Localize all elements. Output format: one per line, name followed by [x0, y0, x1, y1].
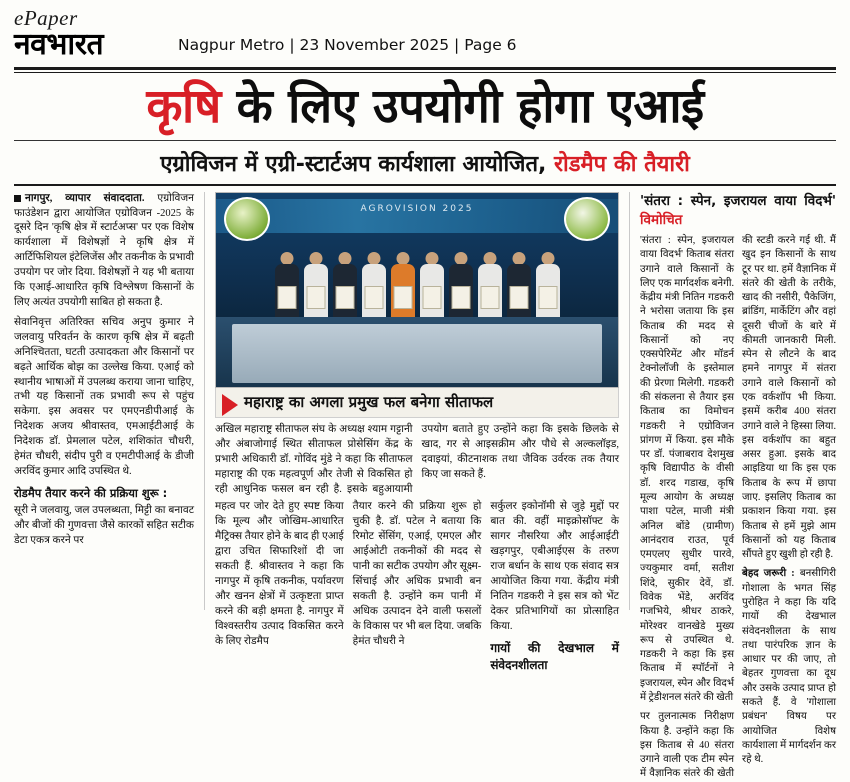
headline-black-part: के लिए उपयोगी होगा एआई	[220, 79, 704, 134]
masthead-rule-thin	[14, 72, 836, 73]
paragraph: तैयार करने की प्रक्रिया शुरू हो चुकी है. डॉ. पटेल ने बताया कि रिमोट सेंसिंग, एआई, एमएल और आईओटी तकनीकों की मदद से पानी का सटीक उपयोग और सूक्ष्म-सिंचाई और अधिक प्रभावी बन सकती है. उन्होंने कम पानी में अधिक उत्पादन देने वाली फसलों के विकास पर भी बल दिया. जबकि हेमंत चौधरी ने	[352, 501, 482, 647]
paragraph: सर्कुलर इकोनॉमी से जुड़े मुद्दों पर बात की. वहीं माइक्रोसॉफ्ट के सागर नौसरिया और आईआईटी खड़गपुर, एबीआईएस के तरुण राज बर्धान के साथ एक संवाद सत्र आयोजित किया गया. केंद्रीय मंत्री नितिन गडकरी ने इस सत्र को भेंट देकर प्रतिभागियों का प्रोत्साहित किया.	[490, 501, 619, 632]
lead-paragraph	[14, 192, 194, 311]
edition-line: Nagpur Metro | 23 November 2025 | Page 6	[178, 36, 517, 54]
subheadline-black-part: एग्रोविजन में एग्री-स्टार्टअप कार्यशाला आयोजित,	[160, 151, 555, 177]
photo-table-cloth	[232, 324, 602, 382]
sidebar-headline-black: 'संतरा : स्पेन, इजरायल वाया विदर्भ'	[640, 192, 836, 209]
lead-text: एग्रोविजन फाउंडेशन द्वारा आयोजित एग्रोविजन -2025 के दूसरे दिन 'कृषि क्षेत्र में स्टार्टअप्स' पर एक विशेष कार्यशाला में विशेषज्ञों ने कृषि क्षेत्र में आर्टिफिशियल इंटेलिजेंस और तकनीक के प्रभावी उपयोग पर जोर दिया. विशेषज्ञों ने यह भी बताया कि एआई-आधारित कृषि विश्लेषण किसानों के लिए अत्यंत उपयोगी साबित हो सकता है.	[14, 192, 195, 308]
photo-caption-title: महाराष्ट्र का अगला प्रमुख फल बनेगा सीताफल	[244, 392, 494, 411]
publication-title: नवभारत	[14, 27, 104, 62]
column-divider	[629, 192, 630, 610]
headline-rule	[14, 140, 836, 141]
arrow-icon	[222, 394, 238, 416]
sidebar-last-text: बनसीगिरी गोशाला के भगत सिंह पुरोहित ने कहा कि यदि गायों की देखभाल संवेदनशीलता के साथ तथा पारंपरिक ज्ञान के आधार पर की जाए, तो बेहतर गुणवत्ता का दूध और उसके उत्पाद प्राप्त हो सकते हैं. वे 'गोशाला प्रबंधन' विषय पर आयोजित विशेष कार्यशाला में मार्गदर्शन कर रहे थे.	[742, 568, 836, 766]
middle-three-col	[215, 500, 619, 673]
photo-people-row	[216, 239, 618, 328]
paragraph: सेवानिवृत्त अतिरिक्त सचिव अनुप कुमार ने जलवायु परिवर्तन के कारण कृषि क्षेत्र में बढ़ती अनिश्चितता, घटती उत्पादकता और किसानों पर बढ़ते आर्थिक बोझ का उल्लेख किया. एआई को स्थानीय भाषाओं में उपलब्ध कराया जाना चाहिए, तभी यह किसानों तक प्रभावी रूप से पहुंच सकेगा. इस अवसर पर एमएनडीपीआई के निदेशक अजय श्रीवास्तव, एमआईटीआई के निदेशक डॉ. प्रेमलाल पटेल, शशिकांत चौधरी, हेमंत चौधरी, संदीप पुरी व एमटीपीआई के डीजी अरविंद कुमार आदि उपस्थित थे.	[14, 316, 194, 477]
column-right	[640, 192, 836, 780]
headline-red-part: कृषि	[146, 79, 221, 134]
paragraph: पर तुलनात्मक निरीक्षण किया है. उन्होंने कहा कि इस किताब से 40 संतरा उगाने वाली एक टीम स्पेन में वैज्ञानिक संतरे की खेती की स्टडी करने गई थी. मैं खुद इन किसानों के साथ टूर पर था. हमें वैज्ञानिक में संतरे की खेती के तरीके, खाद की नसीरी, पैकेजिंग, ब्रांडिंग, मार्केटिंग और वहां दूसरी चीजों के बारे में कीमती जानकारी मिली. स्पेन से लौटने के बाद हमने नागपुर में संतरा उगाने वाले किसानों को एक वर्कशॉप भी किया. इसमें करीब 400 संतरा उगाने वाले ने हिस्सा लिया. इस वर्कशॉप का बहुत असर हुआ. इसके बाद आइडिया था कि इस एक किताब के रूप में छापा जाए. इसलिए किताब का प्रकाशन किया गया. इस किताब से हमें मुझे आम किसानों को यह किताब सौंपते हुए खुशी हो रही है.	[640, 234, 836, 780]
kicker-label: रोडमैप तैयार करने की प्रक्रिया शुरू :	[14, 485, 168, 500]
photo-banner-text: AGROVISION 2025	[360, 203, 474, 214]
paragraph: 'संतरा : स्पेन, इजरायल वाया विदर्भ' किताब संतरा उगाने वाले किसानों के लिए एक मार्गदर्शक बनेगी. केंद्रीय मंत्री नितिन गडकरी ने भरोसा जताया कि इस किताब की मदद से किसानों को नए एक्सपेरिमेंट और मॉडर्न टेक्नोलॉजी के इस्तेमाल की प्रेरणा मिलेगी. गडकरी की संकलना से तैयार इस किताब का विमोचन गडकरी ने एग्रोविजन प्रांगण में किया. इस मौके पर डॉ. पंजाबराव देशमुख कृषि विद्यापीठ के वीसी डॉ. शरद गडाख, कृषि मूल्य आयोग के अध्यक्ष पाशा पटेल, माजी मंत्री अनिल बोंडे (ग्रामीण) आनंदराव राउत, पूर्व एमएलए सुधीर पारवे, ज्यकुमार वर्मा, सतीश शिंदे, सुकीर देवें, डॉ. विवेक भेंडे, अरविंद गजभिये, श्रीधर ठाकरे, मोरेश्वर वानखेडे मुख्य रूप से उपस्थित थे. गडकरी ने कहा कि इस किताब में स्पॉर्टनों ने इजरायल, स्पेन और विदर्भ में ट्रेडीशनल संतरे की खेती	[640, 234, 734, 703]
caption-body-two-col	[215, 423, 619, 498]
epaper-label: ePaper	[14, 6, 78, 30]
event-photo	[215, 192, 619, 388]
event-logo-right-icon	[564, 197, 610, 241]
brand-block	[14, 8, 164, 60]
page-subheadline	[14, 148, 836, 178]
event-logo-left-icon	[224, 197, 270, 241]
paragraph: महत्व पर जोर देते हुए स्पष्ट किया कि मूल्य और जोखिम-आधारित मैट्रिक्स तैयार होने के बाद ही एआई द्वारा उचित सिफारिशों दी जा सकती हैं. श्रीवास्तव ने कहा कि नागपुर में कृषि तकनीक, पर्यावरण और खनन क्षेत्रों में उत्कृष्टता प्राप्त करने की बड़ी क्षमता है. नागपुर में विश्वस्तरीय उत्पाद विकसित करने के लिए रोडमैप	[215, 501, 344, 647]
column-middle	[215, 192, 619, 672]
bullet-square-icon	[14, 195, 21, 202]
sidebar-body	[640, 234, 836, 782]
page-headline	[14, 81, 836, 134]
subheadline-rule	[14, 184, 836, 186]
masthead	[14, 8, 836, 64]
sidebar-last-paragraph	[742, 567, 836, 767]
photo-caption-block	[215, 388, 619, 418]
middle-subhead: गायों की देखभाल में संवेदनशीलता	[490, 640, 619, 672]
sidebar-headline-red: विमोचित	[640, 211, 683, 228]
article-body	[14, 192, 836, 780]
masthead-rule	[14, 67, 836, 70]
sub-kicker	[14, 485, 194, 501]
sidebar-headline	[640, 192, 836, 230]
sidebar-subhead: बेहद जरूरी :	[742, 568, 795, 580]
kicker-paragraph: सूरी ने जलवायु, जल उपलब्धता, मिट्टी का बनावट और बीजों की गुणवत्ता जैसे कारकों सहित सटीक डेटा एकत्र करने पर	[14, 505, 194, 546]
paragraph: अखिल महाराष्ट्र सीताफल संघ के अध्यक्ष श्याम गट्टानी और अंबाजोगाई स्थित सीताफल प्रोसेसिंग केंद्र के प्रभारी अधिकारी डॉ. गोविंद मुंडे ने कहा कि सीताफल महाराष्ट्र की एक महत्वपूर्ण और तेजी से विकसित हो रही आधुनिक फसल बन रही है. इसके बहुआयामी उपयोग बताते हुए उन्होंने कहा कि इसके छिलके से खाद, गर से आइसक्रीम और पौधे से अल्कलॉइड, दवाइयां, कीटनाशक तथा जैविक उर्वरक तक तैयार किए जा सकते हैं.	[215, 423, 619, 495]
column-left	[14, 192, 194, 610]
column-divider	[204, 192, 205, 610]
dateline: नागपुर, व्यापार संवाददाता.	[25, 192, 145, 204]
subheadline-red-part: रोडमैप की तैयारी	[554, 151, 690, 177]
